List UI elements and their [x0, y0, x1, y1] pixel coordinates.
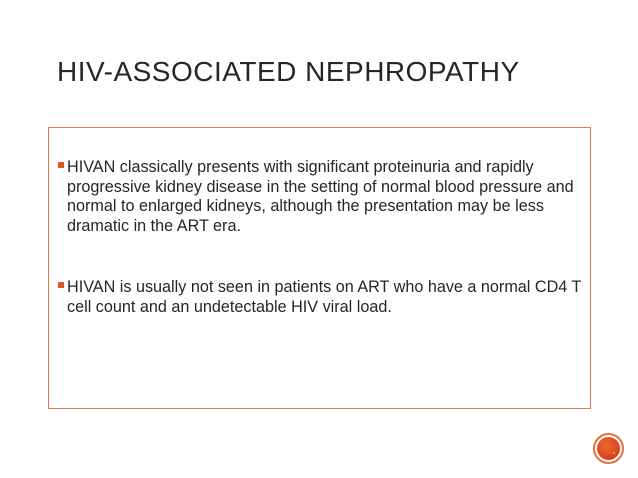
- bullet-text: HIVAN is usually not seen in patients on ART who have a normal CD4 T cell count and an undetectable HIV viral load.: [67, 278, 582, 316]
- square-bullet-icon: [58, 162, 64, 168]
- content-box: [48, 127, 591, 409]
- decorative-circle-fill: [597, 437, 620, 460]
- bullet-text: HIVAN classically presents with significant proteinuria and rapidly progressive kidney disease in the setting of normal blood pressure and normal to enlarged kidneys, although the presentation may be less dramatic in the ART era.: [67, 158, 574, 235]
- decorative-circle-icon: [593, 433, 624, 464]
- slide-title: HIV-ASSOCIATED NEPHROPATHY: [57, 56, 520, 87]
- square-bullet-icon: [58, 282, 64, 288]
